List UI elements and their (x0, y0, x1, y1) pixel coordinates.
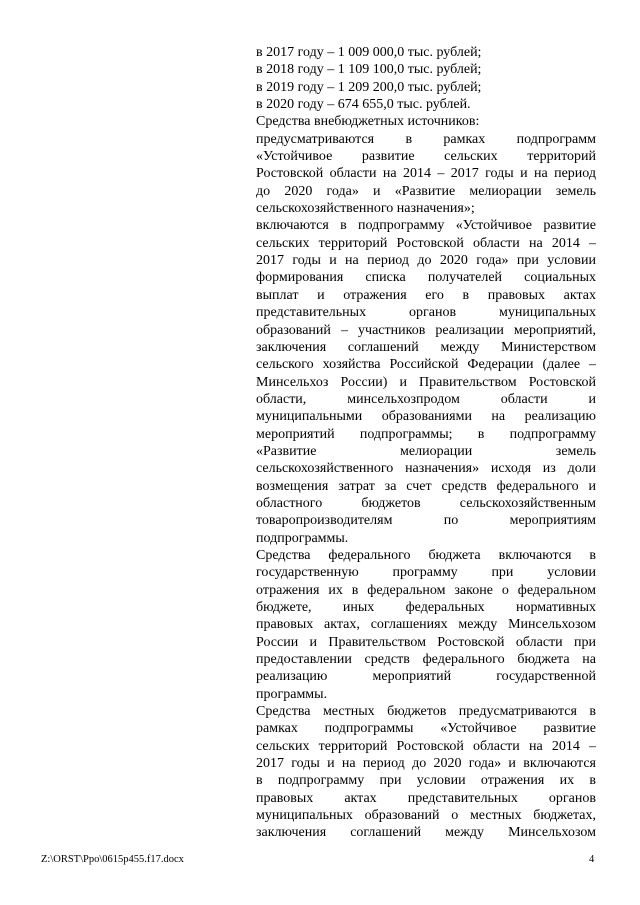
text-line: образований – участников реализации мероприятий, (256, 322, 596, 338)
text-line: Средства внебюджетных источников: (256, 114, 480, 130)
text-line: в 2020 году – 674 655,0 тыс. рублей. (256, 97, 471, 113)
document-body (256, 44, 596, 842)
text-line: в подпрограмму при условии отражения их в (256, 773, 596, 789)
text-line: представительных органов муниципальных (256, 305, 596, 321)
text-line: подпрограммы. (256, 530, 349, 546)
text-line: возмещения затрат за счет средств федерального и (256, 478, 596, 494)
text-line: предоставлении средств федерального бюджета на (256, 652, 596, 668)
text-line: реализацию мероприятий государственной (256, 669, 596, 685)
text-line: в 2019 году – 1 209 200,0 тыс. рублей; (256, 79, 482, 95)
text-line: включаются в подпрограмму «Устойчивое развитие (256, 218, 596, 234)
text-line: Минсельхоз России) и Правительством Ростовской (256, 374, 596, 390)
text-line: до 2020 года» и «Развитие мелиорации земель (256, 183, 596, 199)
text-line: формирования списка получателей социальных (256, 270, 596, 286)
text-line: 2017 годы и на период до 2020 года» при условии (256, 253, 596, 269)
text-line: заключения соглашений между Минсельхозом (256, 825, 596, 841)
text-line: бюджете, иных федеральных нормативных (256, 600, 596, 615)
text-line: отражения их в федеральном законе о федеральном (256, 582, 596, 598)
text-line: в 2017 году – 1 009 000,0 тыс. рублей; (256, 45, 482, 60)
text-line: предусматриваются в рамках подпрограмм (256, 131, 596, 147)
text-line: муниципальных образований о местных бюджетах, (256, 808, 596, 824)
text-line: области, минсельхозпродом области и (256, 391, 596, 407)
text-line: областного бюджетов сельскохозяйственным (256, 495, 596, 511)
text-line: России и Правительством Ростовской области при (256, 634, 596, 650)
text-line: сельских территорий Ростовской области на 2014 – (256, 235, 596, 251)
text-line: выплат и отражения его в правовых актах (256, 287, 596, 303)
text-line: «Устойчивое развитие сельских территорий (256, 149, 596, 165)
text-line: сельских территорий Ростовской области на 2014 – (256, 738, 596, 754)
text-line: программы. (256, 686, 328, 702)
text-line: «Развитие мелиорации земель (256, 443, 596, 459)
text-line: 2017 годы и на период до 2020 года» и включаются (256, 756, 596, 772)
text-line: Средства федерального бюджета включаются в (256, 547, 596, 563)
text-line: правовых актах представительных органов (256, 790, 596, 806)
text-line: заключения соглашений между Министерством (256, 339, 596, 355)
page-number: 4 (589, 854, 595, 865)
text-line: в 2018 году – 1 109 100,0 тыс. рублей; (256, 62, 482, 78)
text-line: рамках подпрограммы «Устойчивое развитие (256, 721, 596, 737)
text-line: правовых актах, соглашениях между Минсельхозом (256, 617, 596, 633)
text-line: Средства местных бюджетов предусматриваются в (256, 704, 596, 720)
text-line: государственную программу при условии (256, 565, 596, 581)
footer-file-path: Z:\ORST\Ppo\0615p455.f17.docx (41, 854, 184, 865)
text-line: сельскохозяйственного назначения» исходя из доли (256, 461, 596, 477)
text-line: сельскохозяйственного назначения»; (256, 201, 475, 217)
text-line: муниципальными образованиями на реализацию (256, 409, 596, 425)
text-line: Ростовской области на 2014 – 2017 годы и на период (256, 166, 596, 182)
text-line: мероприятий подпрограммы; в подпрограмму (256, 426, 596, 442)
text-line: сельского хозяйства Российской Федерации (далее – (256, 357, 596, 373)
text-line: товаропроизводителям по мероприятиям (256, 513, 596, 529)
